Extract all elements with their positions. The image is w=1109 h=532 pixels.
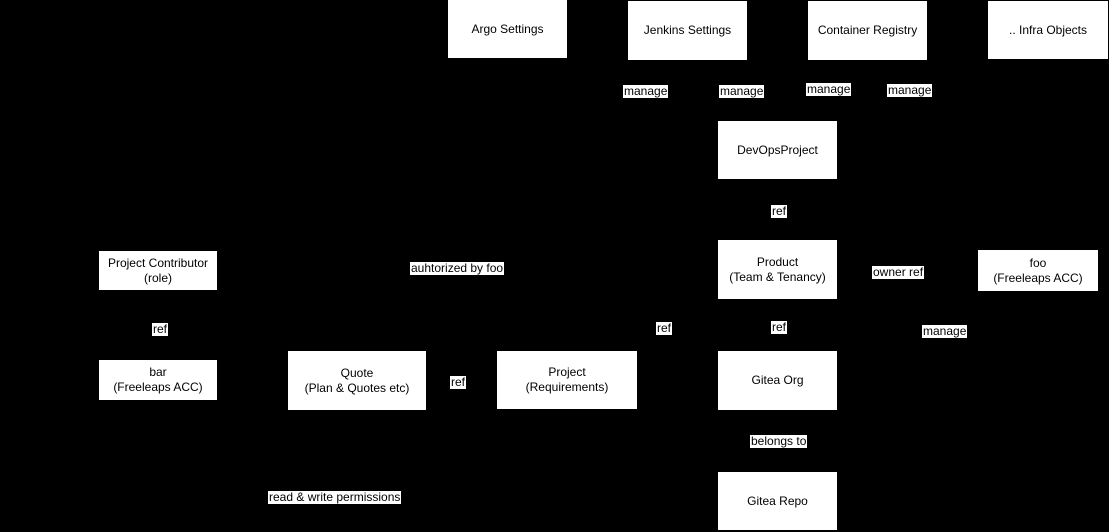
node-label-line: foo (1029, 255, 1047, 270)
edge-label-auhtorized-by-foo: auhtorized by foo (411, 261, 504, 275)
node-label-line: Product (756, 254, 799, 269)
node-label-line: Gitea Repo (747, 493, 808, 508)
edge-label-ref-product-gitea-org: ref (772, 320, 787, 334)
node-infra-objects (988, 1, 1108, 59)
node-label-line: (Freeleaps ACC) (113, 380, 203, 394)
edge-label-ref-quote-project: ref (451, 375, 466, 389)
node-project (497, 351, 637, 409)
edge-label-manage-foo-gitea: manage (923, 324, 967, 338)
edge-label-manage-jenkins: manage (720, 84, 764, 98)
node-product (718, 240, 837, 299)
node-argo-settings (448, 0, 567, 58)
edge-label-ref-contributor-bar: ref (153, 322, 168, 336)
node-label-line: .. Infra Objects (1008, 22, 1088, 37)
node-devops-project (718, 121, 837, 179)
node-label-line: (Freeleaps ACC) (993, 270, 1083, 285)
edge-label-manage-container: manage (807, 82, 851, 96)
edge-label-read-write-permissions: read & write permissions (269, 490, 401, 504)
node-label-line: bar (149, 365, 167, 379)
node-label-line: Argo Settings (471, 21, 544, 36)
node-label-line: Container Registry (817, 23, 918, 37)
node-label-line: (Team & Tenancy) (729, 269, 826, 284)
node-label-line: Gitea Org (751, 373, 804, 387)
edge-label-manage-argo: manage (624, 84, 668, 98)
node-label-line: Project (548, 365, 586, 379)
edge-label-belongs-to: belongs to (751, 434, 807, 448)
node-label-line: Project Contributor (107, 255, 209, 270)
edge-label-ref-project-product: ref (657, 321, 672, 335)
node-gitea-org (718, 351, 837, 410)
node-jenkins-settings (628, 1, 747, 60)
node-bar-freeleaps-acc (99, 360, 217, 400)
edge-label-ref-devops-product: ref (772, 204, 787, 218)
node-foo-freeleaps-acc (978, 250, 1098, 291)
edge-label-manage-infra: manage (888, 83, 932, 97)
node-container-registry (808, 1, 927, 60)
node-label-line: Jenkins Settings (643, 23, 732, 37)
node-label-line: (Plan & Quotes etc) (304, 380, 410, 395)
edge-label-owner-ref: owner ref (873, 265, 924, 279)
node-label-line: (Requirements) (525, 380, 609, 394)
node-project-contributor (99, 251, 217, 290)
node-label-line: (role) (143, 270, 172, 285)
node-label-line: DevOpsProject (737, 142, 818, 157)
node-gitea-repo (718, 472, 837, 530)
node-quote (288, 351, 426, 410)
node-label-line: Quote (340, 365, 374, 380)
